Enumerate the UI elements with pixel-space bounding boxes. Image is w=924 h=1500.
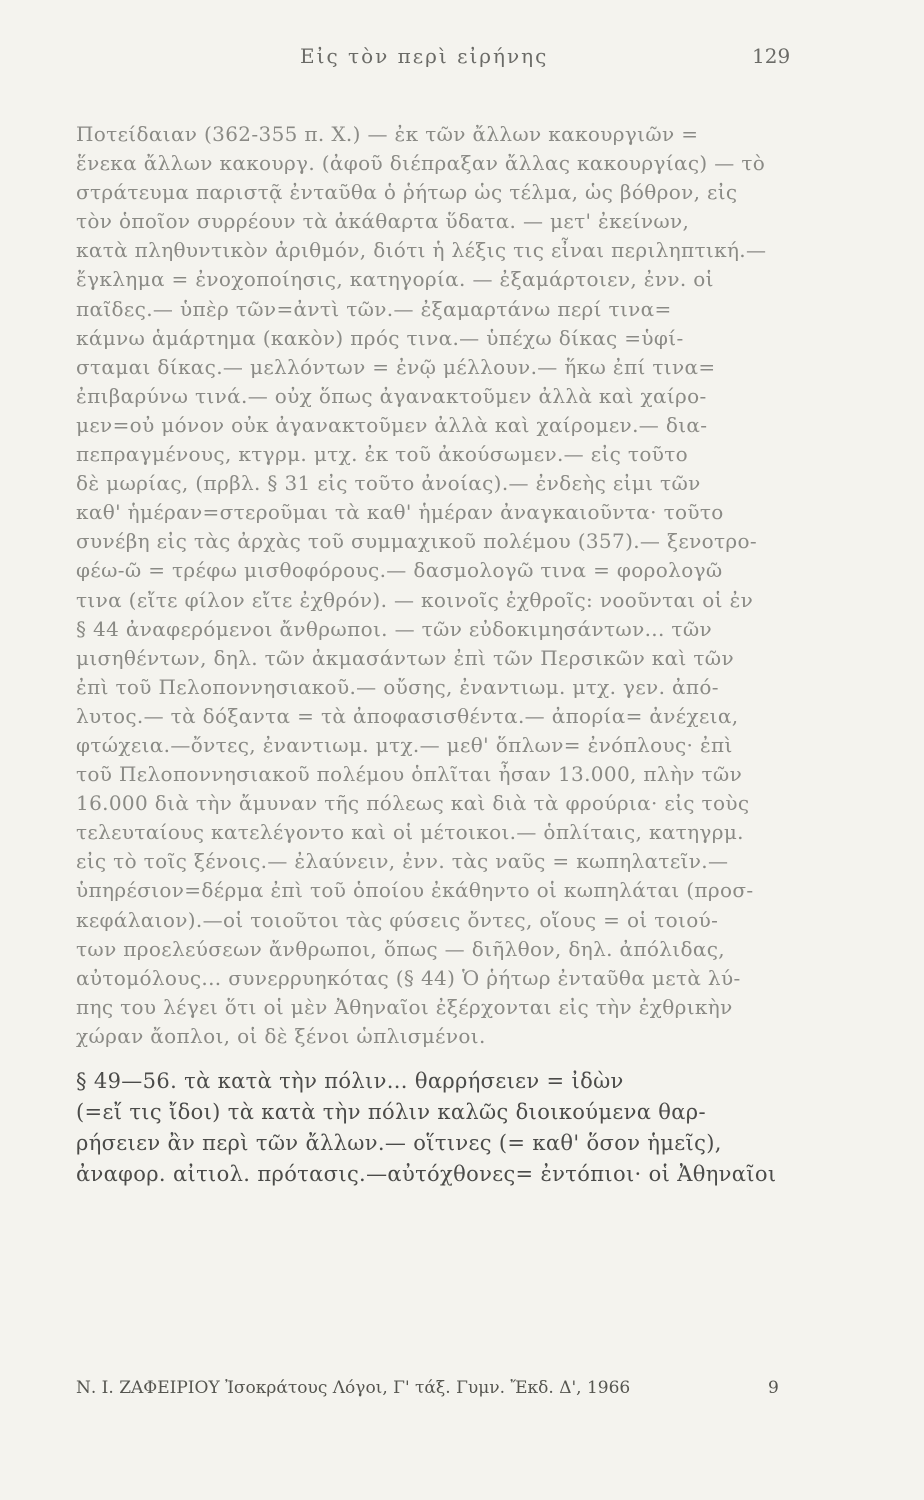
commentary-line: Ποτείδαιαν (362-355 π. Χ.) — ἐκ τῶν ἄλλων κακουργιῶν = <box>76 122 699 146</box>
commentary-line: φέω-ῶ = τρέφω μισθοφόρους.— δασμολογῶ τινα = φορολογῶ <box>76 558 723 583</box>
commentary-line: αὐτομόλους... συνερρυηκότας (§ 44) Ὁ ῥήτωρ ἐνταῦθα μετὰ λύ- <box>76 965 741 990</box>
commentary-line: φτώχεια.—ὄντες, ἐναντιωμ. μτχ.— μεθ' ὅπλων= ἐνόπλους· ἐπὶ <box>76 732 733 757</box>
commentary-line: ἐπὶ τοῦ Πελοποννησιακοῦ.— οὔσης, ἐναντιωμ. μτχ. γεν. ἀπό- <box>76 674 719 699</box>
commentary-line: παῖδες.— ὑπὲρ τῶν=ἀντὶ τῶν.— ἐξαμαρτάνω περί τινα= <box>76 296 672 321</box>
commentary-line: πεπραγμένους, κτγρμ. μτχ. ἐκ τοῦ ἀκούσωμεν.— εἰς τοῦτο <box>76 442 689 467</box>
commentary-block <box>76 120 872 1051</box>
commentary-line: μισηθέντων, δηλ. τῶν ἀκμασάντων ἐπὶ τῶν Περσικῶν καὶ τῶν <box>76 645 734 670</box>
commentary-line: ἔγκλημα = ἐνοχοποίησις, κατηγορία. — ἐξαμάρτοιεν, ἐνν. οἱ <box>76 267 714 292</box>
commentary-line: τινα (εἴτε φίλον εἴτε ἐχθρόν). — κοινοῖς ἐχθροῖς: νοοῦνται οἱ ἐν <box>76 587 754 612</box>
commentary-line: ἐπιβαρύνω τινά.— οὐχ ὅπως ἀγανακτοῦμεν ἀλλὰ καὶ χαίρο- <box>76 383 707 408</box>
page-number: 129 <box>752 44 791 68</box>
section-line: (=εἴ τις ἴδοι) τὰ κατὰ τὴν πόλιν καλῶς διοικούμενα θαρ- <box>76 1100 706 1124</box>
commentary-line: σταμαι δίκας.— μελλόντων = ἐνῷ μέλλουν.— ἥκω ἐπί τινα= <box>76 354 716 379</box>
commentary-line: κάμνω ἁμάρτημα (κακὸν) πρός τινα.— ὑπέχω δίκας =ὑφί- <box>76 325 684 350</box>
footer-imprint: Ν. Ι. ΖΑΦΕΙΡΙΟΥ Ἰσοκράτους Λόγοι, Γ' τάξ. Γυμν. Ἔκδ. Δ', 1966 <box>76 1378 631 1398</box>
commentary-line: μεν=οὐ μόνον οὐκ ἀγανακτοῦμεν ἀλλὰ καὶ χαίρομεν.— δια- <box>76 412 708 437</box>
commentary-line: εἰς τὸ τοῖς ξένοις.— ἐλαύνειν, ἐνν. τὰς ναῦς = κωπηλατεῖν.— <box>76 849 729 874</box>
section-line: ρήσειεν ἂν περὶ τῶν ἄλλων.— οἵτινες (= καθ' ὅσον ἡμεῖς), <box>76 1131 722 1155</box>
running-title: Εἰς τὸν περὶ εἰρήνης <box>300 44 549 68</box>
commentary-line: τελευταίους κατελέγοντο καὶ οἱ μέτοικοι.— ὁπλίταις, κατηγρμ. <box>76 820 744 845</box>
commentary-line: χώραν ἄοπλοι, οἱ δὲ ξένοι ὡπλισμένοι. <box>76 1023 486 1048</box>
commentary-line: στράτευμα παριστᾷ ἐνταῦθα ὁ ῥήτωρ ὡς τέλμα, ὡς βόθρον, εἰς <box>76 180 738 205</box>
commentary-line: καθ' ἡμέραν=στεροῦμαι τὰ καθ' ἡμέραν ἀναγκαιοῦντα· τοῦτο <box>76 500 724 525</box>
commentary-line: 16.000 διὰ τὴν ἄμυναν τῆς πόλεως καὶ διὰ τὰ φρούρια· εἰς τοὺς <box>76 791 750 816</box>
commentary-line: τοῦ Πελοποννησιακοῦ πολέμου ὁπλῖται ἦσαν 13.000, πλὴν τῶν <box>76 762 743 787</box>
signature-mark: 9 <box>768 1378 779 1398</box>
section-line: § 49—56. τὰ κατὰ τὴν πόλιν... θαρρήσειεν = ἰδὼν <box>76 1069 624 1093</box>
commentary-line: κεφάλαιον).—οἱ τοιοῦτοι τὰς φύσεις ὄντες, οἵους = οἱ τοιού- <box>76 907 719 932</box>
commentary-line: λυτος.— τὰ δόξαντα = τὰ ἀποφασισθέντα.— ἀπορία= ἀνέχεια, <box>76 703 739 728</box>
commentary-line: τὸν ὁποῖον συρρέουν τὰ ἀκάθαρτα ὕδατα. — μετ' ἐκείνων, <box>76 209 690 234</box>
commentary-line: κατὰ πληθυντικὸν ἀριθμόν, διότι ἡ λέξις τις εἶναι περιληπτική.— <box>76 238 767 263</box>
page-footer <box>76 1378 876 1408</box>
commentary-line: ἕνεκα ἄλλων κακουργ. (ἀφοῦ διέπραξαν ἄλλας κακουργίας) — τὸ <box>76 151 766 176</box>
section-49-56-block <box>76 1066 872 1190</box>
running-head <box>0 44 924 74</box>
commentary-line: δὲ μωρίας, (πρβλ. § 31 εἰς τοῦτο ἀνοίας).— ἐνδεὴς εἰμι τῶν <box>76 471 701 496</box>
section-line: ἀναφορ. αἰτιολ. πρότασις.—αὐτόχθονες= ἐντόπιοι· οἱ Ἀθηναῖοι <box>76 1162 777 1186</box>
commentary-line: § 44 ἀναφερόμενοι ἄνθρωποι. — τῶν εὐδοκιμησάντων... τῶν <box>76 616 712 641</box>
commentary-line: των προελεύσεων ἄνθρωποι, ὅπως — διῆλθον, δηλ. ἀπόλιδας, <box>76 936 725 961</box>
commentary-line: ὑπηρέσιον=δέρμα ἐπὶ τοῦ ὁποίου ἐκάθηντο οἱ κωπηλάται (προσ- <box>76 878 754 903</box>
commentary-line: πης του λέγει ὅτι οἱ μὲν Ἀθηναῖοι ἐξέρχονται εἰς τὴν ἐχθρικὴν <box>76 994 733 1019</box>
commentary-line: συνέβη εἰς τὰς ἀρχὰς τοῦ συμμαχικοῦ πολέμου (357).— ξενοτρο- <box>76 529 757 554</box>
